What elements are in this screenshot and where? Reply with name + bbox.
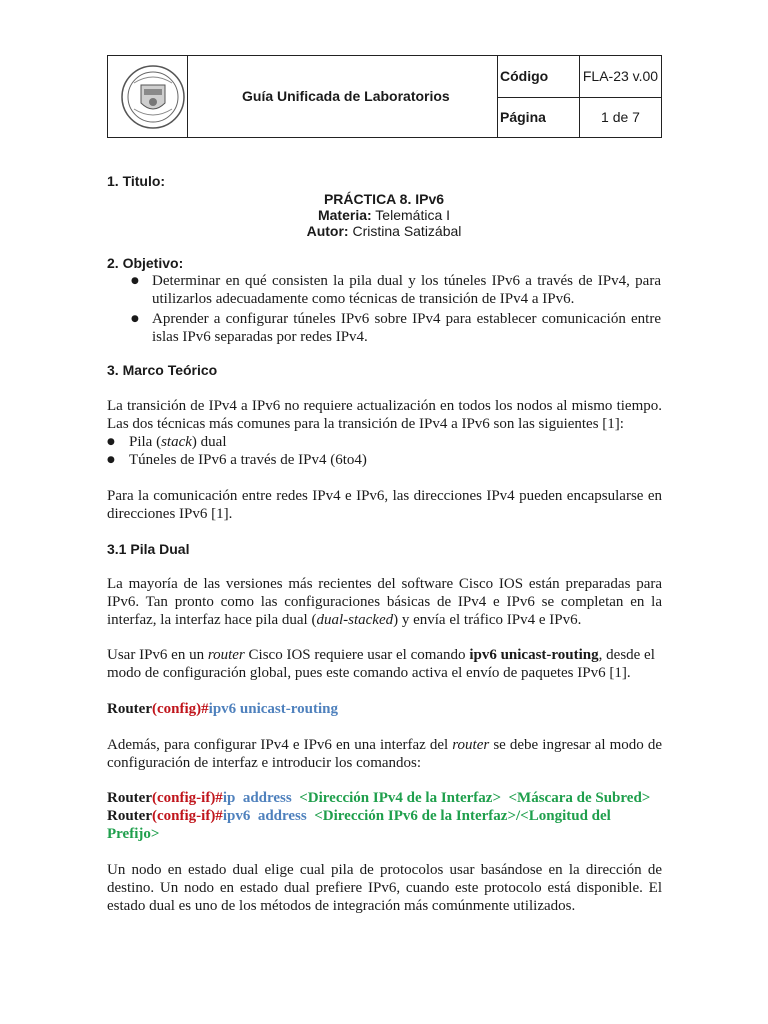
- command-ipv6-address-continued: Prefijo>: [107, 826, 160, 842]
- pila-paragraph-3-line-1: [107, 736, 662, 754]
- list-item-tuneles: Túneles de IPv6 a través de IPv4 (6to4): [129, 452, 367, 468]
- pila-paragraph-1-line-2: IPv6. Tan pronto como las configuraciones básicas de IPv4 e IPv6 se completan en la: [107, 594, 662, 610]
- command-keyword: ipv6 address: [222, 808, 307, 824]
- header-divider: [497, 97, 661, 98]
- pila-paragraph-4-line-2: destino. Un nodo en estado dual prefiere IPv6, cuando este protocolo está disponible. El: [107, 880, 662, 896]
- marco-paragraph-2-line-1: Para la comunicación entre redes IPv4 e IPv6, las direcciones IPv4 pueden encapsularse en: [107, 488, 662, 504]
- bullet-icon: ●: [107, 437, 115, 447]
- header-table: [107, 55, 662, 138]
- materia-value: Telemática I: [371, 207, 451, 223]
- paragraph-emphasis: dual-stacked: [316, 612, 394, 628]
- pila-paragraph-4-line-3: estado dual es uno de los métodos de integración más comúnmente utilizados.: [107, 898, 576, 914]
- section-heading-objetivo: 2. Objetivo:: [107, 255, 184, 271]
- command-arguments: <Dirección IPv6 de la Interfaz>/<Longitud del: [306, 808, 611, 824]
- paragraph-text: , desde el: [598, 647, 655, 663]
- autor-value: Cristina Satizábal: [348, 223, 462, 239]
- marco-paragraph-1-line-2: Las dos técnicas más comunes para la transición de IPv4 a IPv6 son las siguientes [1]:: [107, 416, 624, 432]
- command-arguments: <Dirección IPv4 de la Interfaz> <Máscara de Subred>: [291, 790, 651, 806]
- bullet-icon: ●: [131, 276, 139, 286]
- university-seal-logo: [120, 63, 186, 131]
- command-mode: (config-if)#: [152, 808, 223, 824]
- command-keyword: ip address: [222, 790, 292, 806]
- paragraph-emphasis: router: [207, 647, 245, 663]
- marco-paragraph-1-line-1: La transición de IPv4 a IPv6 no requiere actualización en todos los nodos al mismo tiempo.: [107, 398, 662, 414]
- command-prompt: Router: [107, 808, 152, 824]
- header-divider: [187, 56, 188, 137]
- pagina-label: Página: [500, 109, 546, 125]
- command-prompt: Router: [107, 701, 152, 717]
- autor-line: [0, 223, 768, 239]
- practice-title: PRÁCTICA 8. IPv6: [323, 191, 445, 207]
- pila-paragraph-3-line-2: configuración de interfaz e introducir los comandos:: [107, 755, 422, 771]
- command-unicast-routing: [107, 700, 338, 718]
- paragraph-text: Además, para configurar IPv4 e IPv6 en una interfaz del: [107, 737, 453, 753]
- section-heading-titulo: 1. Titulo:: [107, 173, 166, 189]
- paragraph-text: interfaz, la interfaz hace pila dual (: [107, 612, 317, 628]
- list-item-emphasis: stack: [161, 434, 192, 450]
- codigo-value: FLA-23 v.00: [582, 68, 659, 84]
- command-ipv6-address: [107, 807, 611, 825]
- paragraph-strong: ipv6 unicast-routing: [469, 647, 599, 663]
- pila-paragraph-2-line-2: modo de configuración global, pues este comando activa el envío de paquetes IPv6 [1].: [107, 665, 631, 681]
- objective-2-line-2: islas IPv6 separadas por redes IPv4.: [152, 329, 368, 345]
- list-item-text: Pila (: [129, 434, 162, 450]
- objective-2-line-1: Aprender a configurar túneles IPv6 sobre IPv4 para establecer comunicación entre: [152, 311, 661, 327]
- objective-1-line-1: Determinar en qué consisten la pila dual y los túneles IPv6 a través de IPv4, para: [152, 273, 661, 289]
- list-item-text: ) dual: [191, 434, 227, 450]
- pila-paragraph-1-line-1: La mayoría de las versiones más recientes del software Cisco IOS están preparadas para: [107, 576, 662, 592]
- command-prompt: Router: [107, 790, 152, 806]
- bullet-icon: ●: [107, 455, 115, 465]
- paragraph-text: ) y envía el tráfico IPv4 e IPv6.: [393, 612, 582, 628]
- list-item-pila-dual: [129, 433, 227, 451]
- paragraph-emphasis: router: [452, 737, 490, 753]
- paragraph-text: Cisco IOS requiere usar el comando: [244, 647, 470, 663]
- section-heading-pila-dual: 3.1 Pila Dual: [107, 541, 190, 557]
- command-mode: (config-if)#: [152, 790, 223, 806]
- objective-1-line-2: utilizarlos adecuadamente como técnicas de transición de IPv4 a IPv6.: [152, 291, 575, 307]
- materia-line: [0, 207, 768, 223]
- command-ip-address: [107, 789, 650, 807]
- pila-paragraph-4-line-1: Un nodo en estado dual elige cual pila de protocolos usar basándose en la dirección de: [107, 862, 662, 878]
- paragraph-text: Usar IPv6 en un: [107, 647, 208, 663]
- section-heading-marco-teorico: 3. Marco Teórico: [107, 362, 218, 378]
- codigo-label: Código: [500, 68, 549, 84]
- pila-paragraph-2-line-1: [107, 646, 662, 664]
- paragraph-text: se debe ingresar al modo de: [489, 737, 662, 753]
- autor-label: Autor:: [306, 223, 349, 239]
- header-title: Guía Unificada de Laboratorios: [242, 88, 450, 104]
- command-keyword: ipv6 unicast-routing: [208, 701, 338, 717]
- command-mode: (config)#: [152, 701, 209, 717]
- materia-label: Materia:: [317, 207, 372, 223]
- marco-paragraph-2-line-2: direcciones IPv6 [1].: [107, 506, 233, 522]
- pila-paragraph-1-line-3: [107, 611, 581, 629]
- pagina-value: 1 de 7: [601, 109, 640, 125]
- bullet-icon: ●: [131, 314, 139, 324]
